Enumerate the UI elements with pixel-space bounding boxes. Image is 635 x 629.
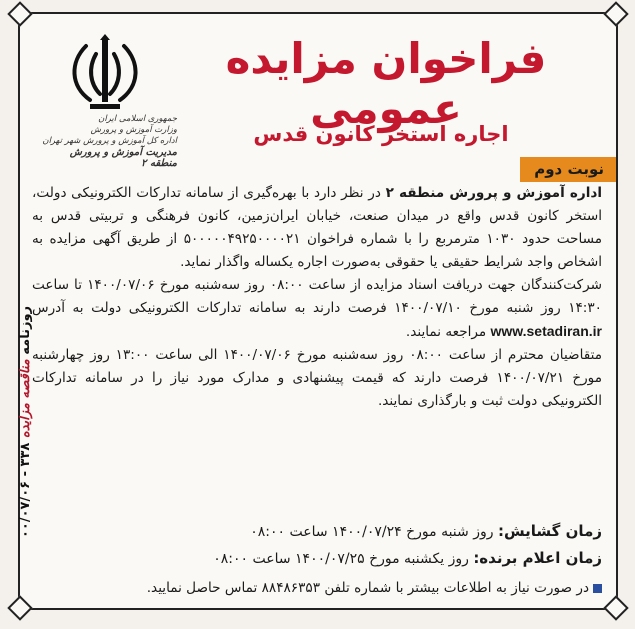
contact-text: در صورت نیاز به اطلاعات بیشتر با شماره تلفن ۸۸۴۸۶۳۵۳ تماس حاصل نمایید. (146, 580, 589, 596)
round-badge: نوبت دوم (520, 157, 616, 182)
paragraph-submission: متقاضیان محترم از ساعت ۰۸:۰۰ روز سه‌شنبه مورخ ۱۴۰۰/۰۷/۰۶ الی ساعت ۱۳:۰۰ روز چهارشنبه مورخ ۱۴۰۰/۰۷/۲۱ فرصت دارند که قیمت پیشنهادی و مدارک مورد نیاز را در سامانه تدارکات الکترونیکی دولت ثبت و بارگذاری نمایند. (32, 347, 602, 409)
org-line: اداره کل آموزش و پرورش شهر تهران (42, 136, 177, 146)
org-line: وزارت آموزش و پرورش (90, 125, 177, 135)
opening-label: زمان گشایش: (497, 522, 602, 540)
frame-corner-ornament (603, 595, 628, 620)
winner-label: زمان اعلام برنده: (473, 549, 602, 567)
publication-stamp (18, 264, 34, 574)
org-line: جمهوری اسلامی ایران (98, 114, 177, 124)
page-title: فراخوان مزایده عمومی (225, 34, 547, 133)
org-line: مدیریت آموزش و پرورش منطقه ۲ (69, 147, 177, 169)
bullet-square-icon (593, 584, 602, 593)
organization-name: اداره آموزش و پرورش منطقه ۲ (385, 185, 602, 201)
winner-value: روز یکشنبه مورخ ۱۴۰۰/۰۷/۲۵ ساعت ۰۸:۰۰ (213, 551, 474, 567)
frame-corner-ornament (603, 1, 628, 26)
page-subtitle: اجاره استخر کانون قدس (253, 122, 509, 146)
paragraph-text: شرکت‌کنندگان جهت دریافت اسناد مزایده از ساعت ۰۸:۰۰ روز سه‌شنبه مورخ ۱۴۰۰/۰۷/۰۶ تا ساعت ۱۴:۳۰ روز شنبه مورخ ۱۴۰۰/۰۷/۱۰ فرصت دارند به سامانه تدارکات الکترونیکی دولت به آدرس (32, 277, 603, 316)
paragraph-intro (32, 182, 602, 274)
publication-stamp-text (18, 272, 34, 572)
announcement-body (32, 182, 602, 413)
issuer-signature-block (42, 114, 177, 169)
frame-corner-ornament (7, 1, 32, 26)
issue-number: ۳۳۸ - ۰۰/۰۷/۰۶ (18, 442, 33, 539)
iran-emblem-icon (60, 34, 150, 114)
opening-time (250, 522, 602, 540)
opening-value: روز شنبه مورخ ۱۴۰۰/۰۷/۲۴ ساعت ۰۸:۰۰ (250, 524, 498, 540)
publisher-name: مناقصه مزایده (18, 359, 33, 439)
paragraph-text: مراجعه نمایند. (405, 324, 491, 340)
frame-corner-ornament (7, 595, 32, 620)
winner-time (213, 549, 602, 567)
contact-note (32, 580, 602, 596)
paragraph-text: در نظر دارد با بهره‌گیری از سامانه تدارکات الکترونیکی دولت، استخر کانون قدس واقع در میدان صنعت، خیابان ایران‌زمین، کانون فرهنگی و تربیتی قدس به مساحت حدود ۱۰۳۰ مترمربع را با شماره فراخوان ۵۰۰۰۰۰۴۹۲۵۰۰۰۰۲۱ از طریق آگهی مزایده به اشخاص واجد شرایط حقیقی یا حقوقی به‌صورت اجاره یکساله واگذار نماید. (32, 185, 603, 270)
setad-link[interactable]: www.setadiran.ir (490, 323, 602, 339)
paragraph-documents (32, 274, 602, 344)
ad-frame (18, 12, 618, 610)
newspaper-label: روزنامه (18, 305, 33, 355)
